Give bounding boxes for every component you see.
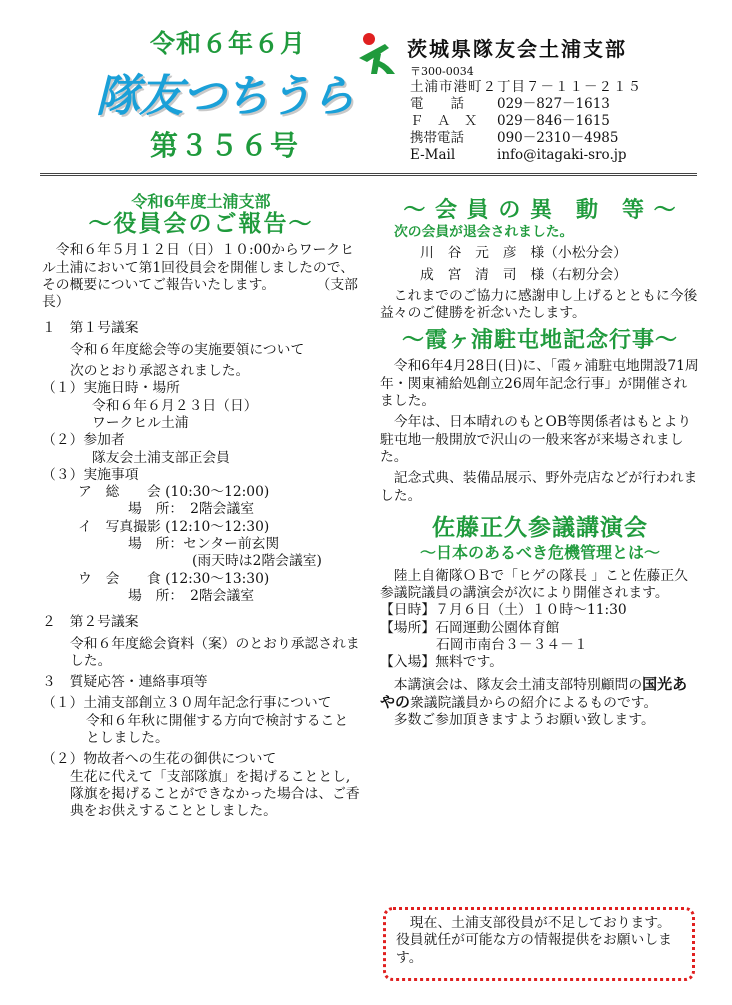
schedule-item-u-place: 場 所： 2階会議室 xyxy=(128,587,255,604)
member-changes-sub: 次の会員が退会されました。 xyxy=(394,224,574,240)
agenda-1-sub2-label: （２）参加者 xyxy=(42,432,125,449)
email-link[interactable]: info@itagaki-sro.jp xyxy=(497,147,627,163)
lecture-intro: 陸上自衛隊ＯＢで「ヒゲの隊長 」こと佐藤正久参議院議員の講演会が次により開催されます。 xyxy=(380,567,688,602)
fax-value: 029－846－1615 xyxy=(497,113,610,129)
mobile-value: 090－2310－4985 xyxy=(497,130,619,146)
agenda-3-q2-body: 生花に代えて「支部隊旗」を掲げることとし,隊旗を掲げることができなかった場合は、ご香典をお供えすることとしました。 xyxy=(70,768,360,820)
agenda-1-sub1-label: （１）実施日時・場所 xyxy=(42,380,180,397)
lecture-date: ７月６日（土）１０時～11:30 xyxy=(435,602,627,619)
officer-recruitment-notice xyxy=(383,907,695,981)
lecture-heading: 佐藤正久参議講演会 xyxy=(432,513,648,541)
member-thanks: これまでのご協力に感謝申し上げるとともに今後益々のご健勝を祈念いたします。 xyxy=(380,287,698,322)
agenda-1-approved: 次のとおり承認されました。 xyxy=(70,363,250,380)
schedule-item-a-place: 場 所： 2階会議室 xyxy=(128,501,255,518)
phone-label: 電 話 xyxy=(410,96,464,112)
mobile-label: 携帯電話 xyxy=(410,130,464,146)
agenda-2-title: ２ 第２号議案 xyxy=(42,614,139,631)
notice-text: 現在、土浦支部役員が不足しております。役員就任が可能な方の情報提供をお願いします。 xyxy=(396,915,672,966)
agenda-3-q1-label: （１）土浦支部創立３０周年記念行事について xyxy=(42,695,332,712)
schedule-item-i-note: (雨天時は2階会議室) xyxy=(192,553,322,570)
board-meeting-report xyxy=(42,193,360,821)
issue-number: 第３５６号 xyxy=(150,129,301,162)
lecture-please: 多数ご参加頂きますようお願い致します。 xyxy=(380,712,655,729)
lecture-advisor-pre: 本講演会は、隊友会土浦支部特別顧問の xyxy=(380,676,643,693)
report-intro: 令和６年５月１２日（日）１０:00からワークヒル土浦において第1回役員会を開催しましたので、その概要についてご報告いたします。 （支部長） xyxy=(42,242,358,311)
lecture-subheading: ～日本のあるべき危機管理とは～ xyxy=(419,542,660,562)
member-changes-heading: ～ 会 員 の 異 動 等 ～ xyxy=(403,197,677,223)
lecture-advisor xyxy=(380,676,700,713)
agenda-1-participants: 隊友会土浦支部正会員 xyxy=(92,449,230,466)
lecture-entry: 無料です。 xyxy=(435,654,504,671)
garrison-event-p1: 令和6年4月28日(日)に、「霞ヶ浦駐屯地開設71周年・関東補給処創立26周年記念行事」が開催されました。 xyxy=(380,358,699,410)
garrison-event-p2: 今年は、日本晴れのもとOB等関係者はもとより駐屯地一般開放で沢山の一般来客が来場されました。 xyxy=(380,414,692,465)
agenda-1-sub3-label: （３）実施事項 xyxy=(42,466,139,483)
organization-logo-icon xyxy=(355,30,401,76)
org-name: 茨城県隊友会土浦支部 xyxy=(407,37,627,61)
postal-code: 〒300-0034 xyxy=(410,65,474,78)
lecture-place: 石岡運動公園体育館 xyxy=(435,619,560,636)
address: 土浦市港町２丁目７－１１－２１５ xyxy=(410,79,642,95)
advisor-name: 国光あやの xyxy=(380,674,688,711)
report-heading: ～役員会のご報告～ xyxy=(88,210,314,238)
schedule-item-i-place: 場 所：センター前玄関 xyxy=(128,536,280,553)
agenda-3-q2-label: （２）物故者への生花の御供について xyxy=(42,751,277,768)
report-subheading: 令和6年度土浦支部 xyxy=(131,192,271,211)
garrison-event-p3: 記念式典、装備品展示、野外売店などが行われました。 xyxy=(380,470,698,504)
agenda-1-date: 令和６年６月２３日（日） xyxy=(92,397,258,414)
lecture-place-label: 【場所】 xyxy=(380,619,436,636)
agenda-2-body: 令和６年度総会資料（案）のとおり承認されました。 xyxy=(70,635,360,669)
agenda-1-title: １ 第１号議案 xyxy=(42,320,139,337)
schedule-item-i: イ 写真撮影 (12:10～12:30) xyxy=(78,518,270,535)
newsletter-title: 隊友つちうら xyxy=(96,71,354,122)
fax-label: Ｆ Ａ Ｘ xyxy=(410,113,478,129)
member-2: 成 宮 清 司 様（右籾分会） xyxy=(420,266,627,283)
lecture-address: 石岡市南台３－３４－１ xyxy=(436,637,588,654)
email-label: E-Mail xyxy=(410,147,456,163)
schedule-item-u: ウ 会 食 (12:30～13:30) xyxy=(78,570,270,587)
member-1: 川 谷 元 彦 様（小松分会） xyxy=(420,245,627,262)
garrison-event-heading: ～霞ヶ浦駐屯地記念行事～ xyxy=(401,327,678,354)
agenda-3-title: ３ 質疑応答・連絡事項等 xyxy=(42,674,208,691)
header-divider xyxy=(40,173,697,176)
issue-date: 令和６年６月 xyxy=(150,29,307,58)
lecture-advisor-post: 衆議院議員からの紹介によるものです。 xyxy=(410,694,658,711)
agenda-1-venue: ワークヒル土浦 xyxy=(92,414,189,431)
lecture-date-label: 【日時】 xyxy=(380,602,436,619)
phone-value: 029－827－1613 xyxy=(497,96,610,112)
agenda-1-body: 令和６年度総会等の実施要領について xyxy=(70,341,305,358)
agenda-3-q1-body: 令和６年秋に開催する方向で検討することとしました。 xyxy=(86,712,349,747)
news-column xyxy=(380,196,700,730)
lecture-entry-label: 【入場】 xyxy=(380,654,436,671)
schedule-item-a: ア 総 会 (10:30～12:00) xyxy=(78,484,270,501)
